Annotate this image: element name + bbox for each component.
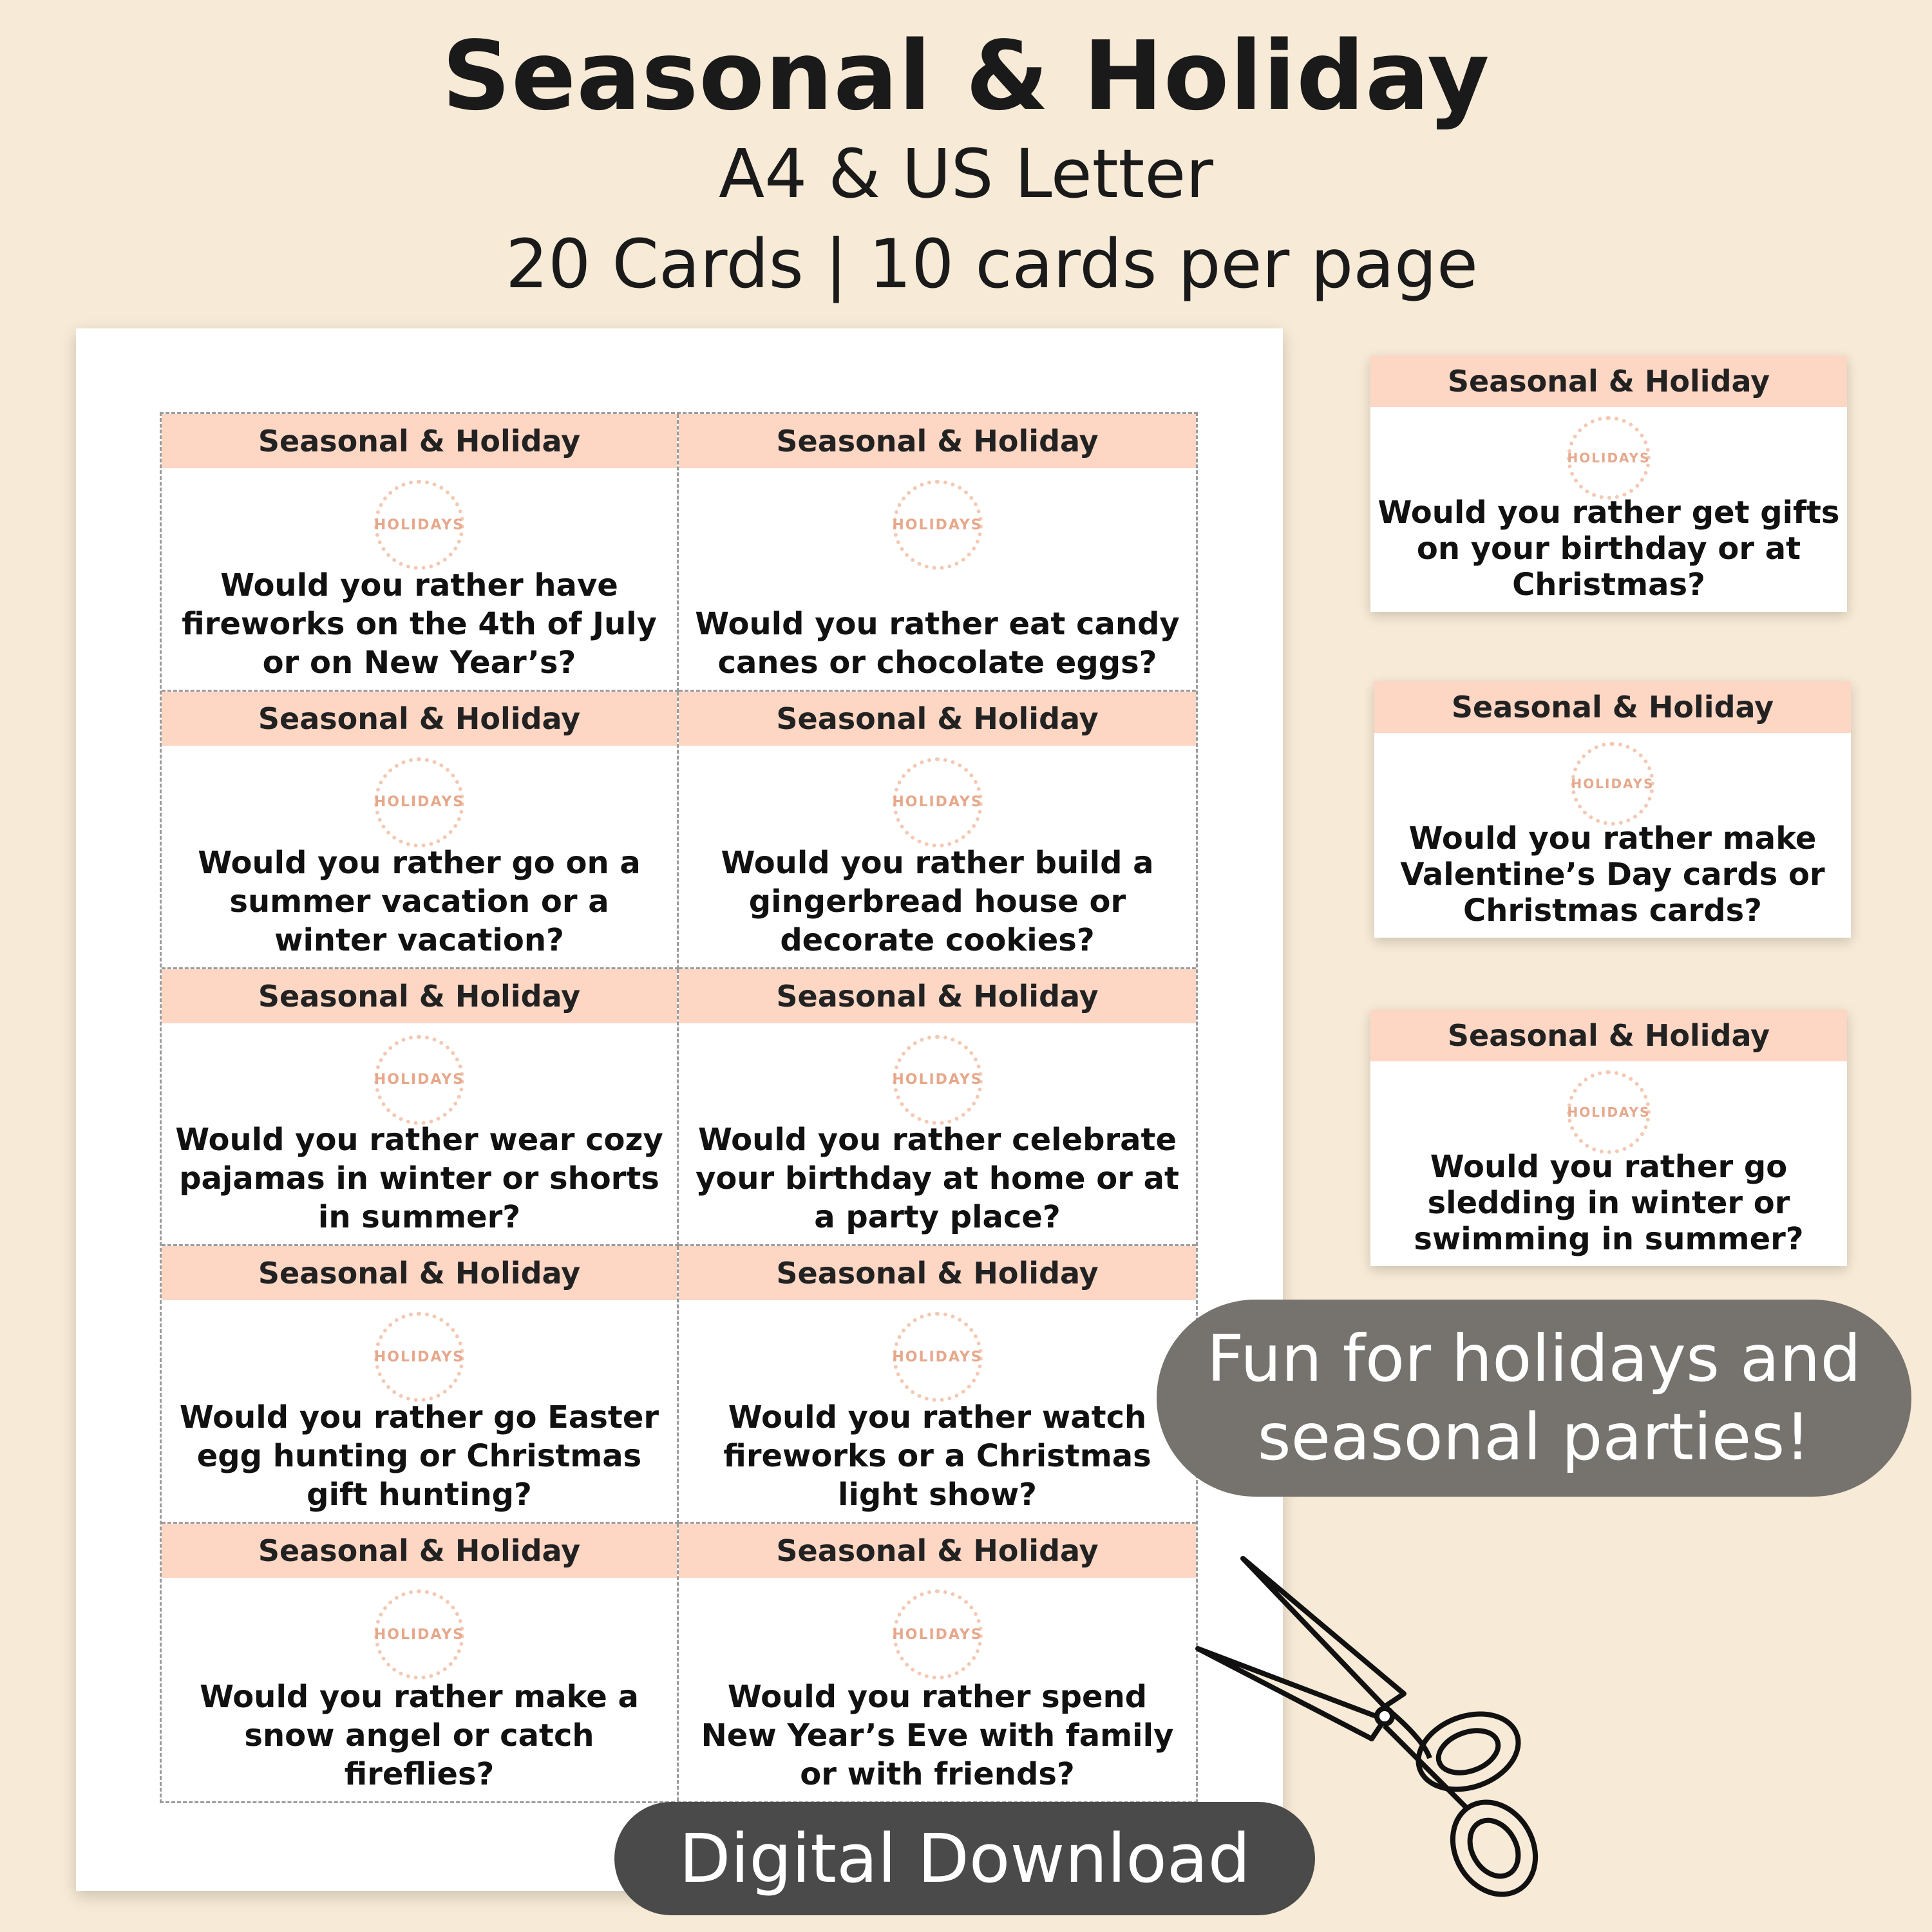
holidays-logo-icon: HOLIDAYS — [893, 480, 983, 570]
card-header: Seasonal & Holiday — [679, 1246, 1196, 1300]
holidays-logo-icon: HOLIDAYS — [893, 1312, 983, 1402]
card-question: Would you rather eat candy canes or chocolate eggs? — [695, 605, 1180, 681]
sheet-card — [162, 1524, 679, 1801]
card-question: Would you rather go Easter egg hunting or Christmas gift hunting? — [179, 1399, 659, 1513]
card-header: Seasonal & Holiday — [162, 1524, 677, 1578]
sheet-card — [679, 969, 1196, 1247]
sheet-card — [162, 414, 679, 692]
card-header: Seasonal & Holiday — [1370, 1010, 1847, 1061]
card-header: Seasonal & Holiday — [162, 969, 677, 1023]
sheet-card — [679, 1524, 1196, 1801]
card-question: Would you rather build a gingerbread house or decorate cookies? — [721, 844, 1154, 958]
holidays-logo-icon: HOLIDAYS — [374, 1589, 464, 1680]
count-subtitle: 20 Cards | 10 cards per page — [505, 225, 1479, 303]
holidays-logo-icon: HOLIDAYS — [1571, 742, 1654, 826]
holidays-logo-icon: HOLIDAYS — [893, 757, 983, 848]
fun-line-1: Fun for holidays and — [1207, 1321, 1861, 1396]
side-card-1 — [1370, 355, 1847, 612]
sheet-card — [679, 1246, 1196, 1524]
holidays-logo-icon: HOLIDAYS — [374, 757, 464, 848]
card-header: Seasonal & Holiday — [162, 692, 677, 746]
printable-sheet — [76, 328, 1283, 1891]
holidays-logo-icon: HOLIDAYS — [374, 1312, 464, 1402]
card-header: Seasonal & Holiday — [679, 1524, 1196, 1578]
card-header: Seasonal & Holiday — [162, 414, 677, 468]
fun-line-2: seasonal parties! — [1257, 1399, 1811, 1475]
card-grid — [160, 412, 1198, 1803]
format-subtitle: A4 & US Letter — [718, 135, 1214, 213]
card-question: Would you rather go on a summer vacation or a winter vacation? — [198, 844, 641, 958]
sheet-card — [162, 692, 679, 969]
sheet-card — [162, 1246, 679, 1524]
card-header: Seasonal & Holiday — [679, 414, 1196, 468]
card-header: Seasonal & Holiday — [679, 969, 1196, 1023]
sheet-card — [679, 692, 1196, 969]
card-header: Seasonal & Holiday — [1370, 355, 1847, 407]
card-question: Would you rather make Valentine’s Day cards or Christmas cards? — [1400, 820, 1825, 929]
card-header: Seasonal & Holiday — [162, 1246, 677, 1300]
card-question: Would you rather get gifts on your birthday or at Christmas? — [1378, 495, 1840, 603]
card-question: Would you rather watch fireworks or a Christmas light show? — [723, 1399, 1151, 1513]
card-question: Would you rather wear cozy pajamas in winter or shorts in summer? — [175, 1122, 663, 1236]
holidays-logo-icon: HOLIDAYS — [374, 1035, 464, 1125]
card-question: Would you rather make a snow angel or catch fireflies? — [200, 1678, 639, 1792]
sheet-card — [162, 969, 679, 1247]
holidays-logo-icon: HOLIDAYS — [893, 1035, 983, 1125]
holidays-logo-icon: HOLIDAYS — [374, 480, 464, 570]
side-card-2 — [1374, 681, 1851, 938]
side-card-3 — [1370, 1010, 1847, 1266]
holidays-logo-icon: HOLIDAYS — [1567, 416, 1651, 500]
digital-download-badge: Digital Download — [614, 1802, 1315, 1915]
card-question: Would you rather go sledding in winter or swimming in summer? — [1414, 1149, 1804, 1257]
holidays-logo-icon: HOLIDAYS — [893, 1589, 983, 1680]
sheet-card — [679, 414, 1196, 692]
page-title: Seasonal & Holiday — [442, 21, 1490, 131]
card-header: Seasonal & Holiday — [1374, 681, 1851, 733]
card-question: Would you rather spend New Year’s Eve with family or with friends? — [701, 1678, 1174, 1792]
card-header: Seasonal & Holiday — [679, 692, 1196, 746]
holidays-logo-icon: HOLIDAYS — [1567, 1070, 1651, 1154]
card-question: Would you rather celebrate your birthday at home or at a party place? — [696, 1122, 1179, 1236]
card-question: Would you rather have fireworks on the 4th of July or on New Year’s? — [182, 567, 657, 681]
scissors-icon — [1191, 1546, 1616, 1906]
fun-banner — [1157, 1300, 1911, 1497]
